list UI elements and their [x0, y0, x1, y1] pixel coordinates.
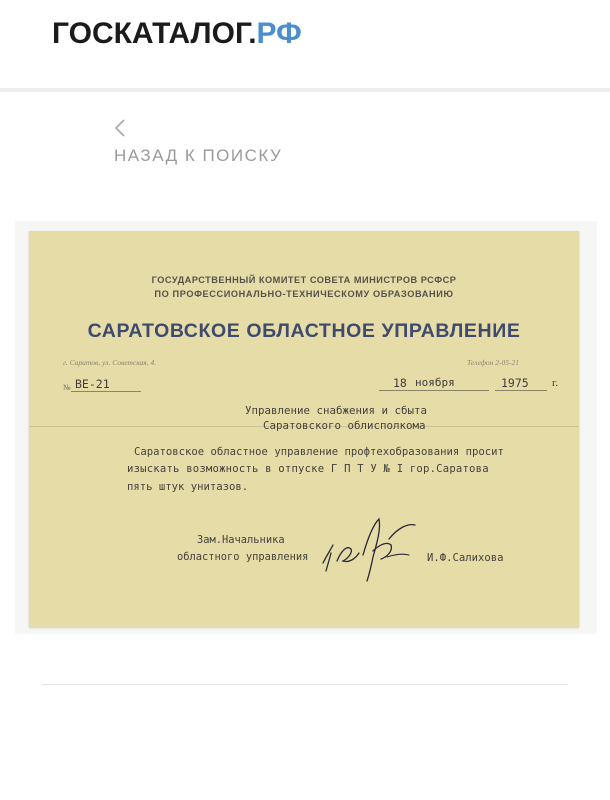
number-underline — [71, 391, 141, 392]
document-sheet — [29, 231, 579, 627]
logo-suffix-text: РФ — [256, 17, 302, 50]
year-underline — [495, 390, 547, 391]
document-number: ВЕ-21 — [75, 377, 110, 391]
signatory-title-1: Зам.Начальника — [197, 534, 285, 546]
logo-main-text: ГОСКАТАЛОГ. — [52, 17, 257, 50]
org-line-2: ПО ПРОФЕССИОНАЛЬНО-ТЕХНИЧЕСКОМУ ОБРАЗОВАНИЮ — [154, 289, 454, 299]
body-line-3: пять штук унитазов. — [127, 481, 249, 493]
handwritten-signature-icon — [317, 511, 427, 583]
content-divider — [42, 684, 568, 685]
chevron-left-icon — [114, 118, 126, 138]
date-suffix: г. — [552, 377, 559, 389]
org-line-1: ГОСУДАРСТВЕННЫЙ КОМИТЕТ СОВЕТА МИНИСТРОВ РСФСР — [151, 275, 457, 285]
letterhead-phone: Телефон 2-05-21 — [467, 358, 519, 367]
signatory-title-2: областного управления — [177, 551, 309, 563]
document-photo — [15, 221, 597, 634]
addressee-line-1: Управление снабжения и сбыта — [245, 404, 428, 417]
date-underline — [379, 390, 489, 391]
header-divider — [0, 88, 610, 92]
body-line-2: изыскать возможность в отпуске Г П Т У № I гор.Саратова — [127, 463, 489, 475]
site-header — [0, 0, 610, 88]
date-day: 18 — [393, 376, 407, 390]
letterhead-address: г. Саратов, ул. Советская, 4. — [63, 358, 157, 367]
addressee-line-2: Саратовского облисполкома — [263, 419, 426, 432]
signatory-name: И.Ф.Салихова — [427, 552, 504, 564]
date-year: 1975 — [501, 376, 529, 390]
body-line-1: Саратовское областное управление профтехобразования просит — [134, 446, 504, 458]
number-sign: № — [63, 383, 71, 392]
letterhead-title: САРАТОВСКОЕ ОБЛАСТНОЕ УПРАВЛЕНИЕ — [87, 320, 521, 342]
date-month: ноября — [415, 376, 455, 389]
site-logo[interactable] — [52, 17, 302, 51]
back-to-search-label: НАЗАД К ПОИСКУ — [114, 146, 283, 165]
